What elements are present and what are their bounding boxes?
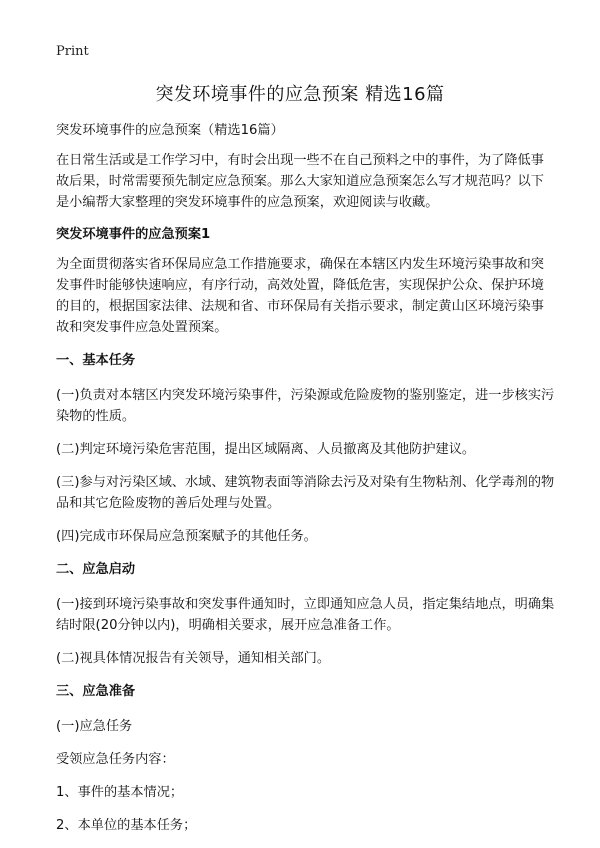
document-title: 突发环境事件的应急预案 精选16篇 (155, 84, 445, 105)
heading-basic-tasks: 一、基本任务 (56, 353, 136, 368)
section-title: 突发环境事件的应急预案1 (56, 227, 211, 242)
intro-paragraph: 在日常生活或是工作学习中，有时会出现一些不在自己预料之中的事件，为了降低事故后果，时常需要预先制定应急预案。那么大家知道应急预案怎么写才规范吗？以下是小编帮大家整理的突发环境事件的应急预案，欢迎阅读与收藏。 (56, 153, 544, 210)
task-item-2: (二)判定环境污染危害范围，提出区域隔离、人员撤离及其他防护建议。 (56, 442, 476, 457)
print-link[interactable]: Print (56, 44, 89, 59)
prep-item-2: 受领应急任务内容： (56, 752, 175, 767)
document-subtitle: 突发环境事件的应急预案（精选16篇） (56, 123, 284, 138)
heading-emergency-start: 二、应急启动 (56, 562, 136, 577)
start-item-1: (一)接到环境污染事故和突发事件通知时，立即通知应急人员，指定集结地点，明确集结时限(20分钟以内)，明确相关要求，展开应急准备工作。 (56, 597, 555, 633)
prep-item-1: (一)应急任务 (56, 719, 133, 734)
start-item-2: (二)视具体情况报告有关领导，通知相关部门。 (56, 651, 331, 666)
task-item-3: (三)参与对污染区域、水域、建筑物表面等消除去污及对染有生物粘剂、化学毒剂的物品和其它危险废物的善后处理与处置。 (56, 475, 555, 511)
heading-emergency-prep: 三、应急准备 (56, 684, 136, 699)
task-item-4: (四)完成市环保局应急预案赋予的其他任务。 (56, 529, 317, 544)
prep-item-4: 2、本单位的基本任务； (56, 818, 197, 833)
task-item-1: (一)负责对本辖区内突发环境污染事件，污染源或危险废物的鉴别鉴定，进一步核实污染物的性质。 (56, 388, 555, 424)
document-body (56, 120, 556, 848)
section-intro-paragraph: 为全面贯彻落实省环保局应急工作措施要求，确保在本辖区内发生环境污染事故和突发事件时能够快速响应，有序行动，高效处置，降低危害，实现保护公众、保护环境的目的，根据国家法律、法规和省、市环保局有关指示要求，制定黄山区环境污染事故和突发事件应急处置预案。 (56, 257, 544, 335)
prep-item-3: 1、事件的基本情况； (56, 785, 184, 800)
